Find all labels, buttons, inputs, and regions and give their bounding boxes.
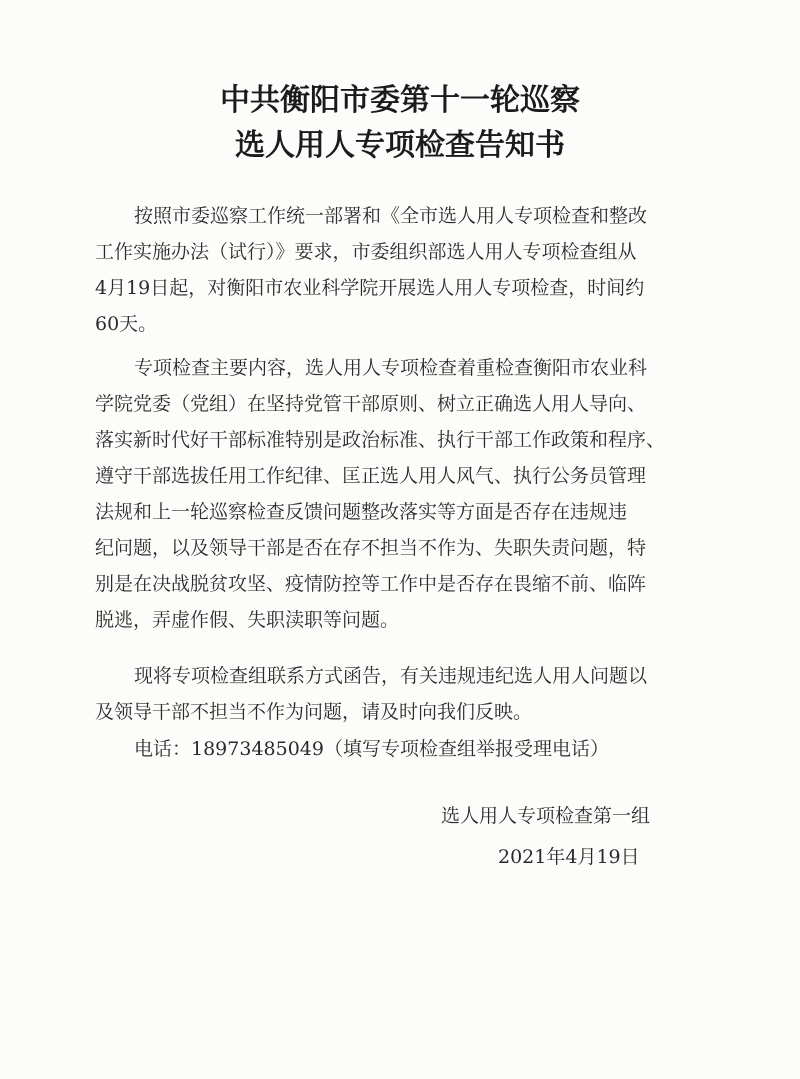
paragraph-line: 及领导干部不担当不作为问题，请及时向我们反映。 <box>95 701 533 723</box>
paragraph-line: 落实新时代好干部标准特别是政治标准、执行干部工作政策和程序、 <box>95 429 666 451</box>
paragraph-inspection-content <box>95 350 735 638</box>
paragraph-line: 学院党委（党组）在坚持党管干部原则、树立正确选人用人导向、 <box>95 393 647 415</box>
document-title-line-1: 中共衡阳市委第十一轮巡察 <box>220 83 580 118</box>
paragraph-line: 遵守干部选拔任用工作纪律、匡正选人用人风气、执行公务员管理 <box>95 465 647 487</box>
paragraph-line: 按照市委巡察工作统一部署和《全市选人用人专项检查和整改 <box>134 205 648 227</box>
paragraph-line: 现将专项检查组联系方式函告，有关违规违纪选人用人问题以 <box>134 665 648 687</box>
signature-date: 2021年4月19日 <box>498 846 640 868</box>
paragraph-line: 法规和上一轮巡察检查反馈问题整改落实等方面是否存在违规违 <box>95 501 628 523</box>
phone-line: 电话：18973485049（填写专项检查组举报受理电话） <box>134 738 609 760</box>
document-title-line-2: 选人用人专项检查告知书 <box>235 128 565 163</box>
paragraph-line: 别是在决战脱贫攻坚、疫情防控等工作中是否存在畏缩不前、临阵 <box>95 573 647 595</box>
paragraph-contact-notice <box>95 658 735 730</box>
paragraph-line: 60天。 <box>95 313 158 335</box>
paragraph-schedule <box>95 198 735 342</box>
paragraph-line: 工作实施办法（试行）》要求，市委组织部选人用人专项检查组从 <box>95 241 637 263</box>
paragraph-line: 纪问题，以及领导干部是否在存不担当不作为、失职失责问题，特 <box>95 537 647 559</box>
phone-contact <box>95 731 735 767</box>
paragraph-line: 专项检查主要内容，选人用人专项检查着重检查衡阳市农业科 <box>134 357 648 379</box>
paragraph-line: 脱逃，弄虚作假、失职渎职等问题。 <box>95 609 400 631</box>
signature-organization: 选人用人专项检查第一组 <box>441 805 651 827</box>
paragraph-line: 4月19日起，对衡阳市农业科学院开展选人用人专项检查，时间约 <box>95 277 645 299</box>
